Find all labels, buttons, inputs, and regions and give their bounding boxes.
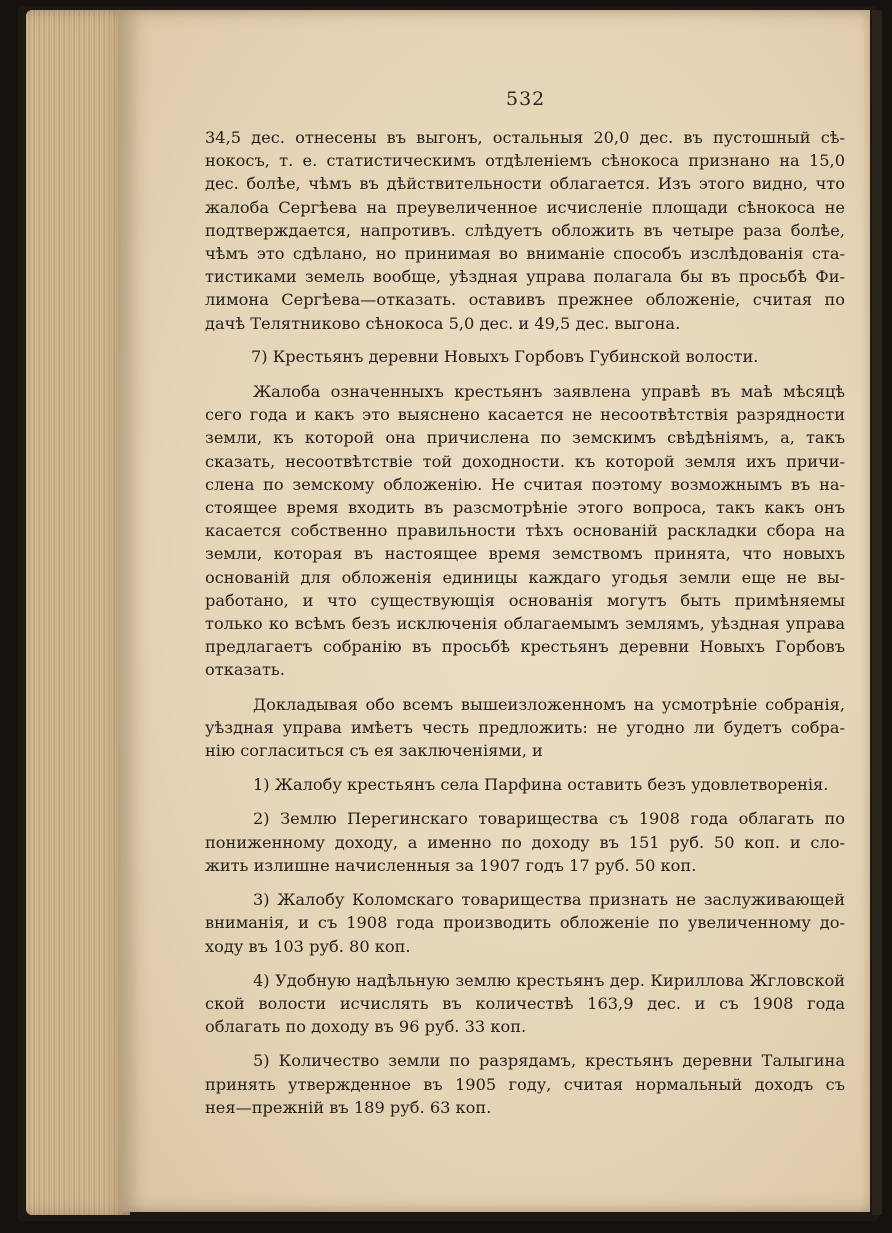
text-line: 2) Землю Перегинскаго товарищества съ 1908 года облагать по	[253, 809, 845, 829]
text-line: пониженному доходу, а именно по доходу въ 151 руб. 50 коп. и сло-	[205, 832, 845, 852]
paragraph-gap	[205, 796, 845, 807]
text-line: нію согласиться съ ея заключеніями, и	[205, 741, 543, 761]
text-line: ской волости исчислять въ количествѣ 163,9 дес. и съ 1908 года	[205, 993, 845, 1013]
paragraph-gap	[205, 762, 845, 773]
text-line: вниманія, и съ 1908 года производить обложеніе по увеличенному до-	[205, 913, 845, 933]
text-line: лимона Сергѣева—отказать. оставивъ прежнее обложеніе, считая по	[205, 290, 845, 310]
text-line: Докладывая обо всемъ вышеизложенномъ на усмотрѣніе собранія,	[253, 694, 845, 714]
text-line: Жалоба означенныхъ крестьянъ заявлена управѣ въ маѣ мѣсяцѣ	[253, 382, 845, 402]
text-line: земли, которая въ настоящее время земствомъ принята, что новыхъ	[205, 544, 845, 564]
text-line: слена по земскому обложенію. Не считая поэтому возможнымъ въ на-	[205, 474, 845, 494]
resolution-item-2	[205, 807, 845, 877]
paragraph-3	[205, 693, 845, 763]
paragraph-gap	[205, 1038, 845, 1049]
page-text	[205, 126, 845, 1119]
paragraph-gap	[205, 682, 845, 693]
text-line: тистиками земель вообще, уѣздная управа полагала бы въ просьбѣ Фи-	[205, 267, 845, 287]
text-line: предлагаетъ собранію въ просьбѣ крестьянъ деревни Новыхъ Горбовъ	[205, 637, 845, 657]
text-line: дес. болѣе, чѣмъ въ дѣйствительности облагается. Изъ этого видно, что	[205, 174, 845, 194]
resolution-item-5	[205, 1049, 845, 1119]
paragraph-1	[205, 126, 845, 335]
page-number: 532	[506, 88, 546, 110]
section-heading-7: 7) Крестьянъ деревни Новыхъ Горбовъ Губинской волости.	[251, 346, 759, 366]
text-line: 34,5 дес. отнесены въ выгонъ, остальныя 20,0 дес. въ пустошный сѣ-	[205, 128, 845, 147]
resolution-item-1	[205, 773, 845, 796]
book-spine-edge	[872, 10, 882, 1215]
text-line: 3) Жалобу Коломскаго товарищества признать не заслуживающей	[253, 890, 845, 910]
text-line: касается собственно правильности тѣхъ основаній раскладки сбора на	[205, 521, 845, 541]
text-line: 1) Жалобу крестьянъ села Парфина оставить безъ удовлетворенія.	[253, 775, 829, 795]
text-line: нея—прежній въ 189 руб. 63 коп.	[205, 1097, 492, 1117]
text-line: сего года и какъ это выяснено касается не несоотвѣтствія разрядности	[205, 405, 845, 425]
text-line: земли, къ которой она причислена по земскимъ свѣдѣніямъ, а, такъ	[205, 428, 845, 448]
text-line: жить излишне начисленныя за 1907 годъ 17 руб. 50 коп.	[205, 855, 697, 875]
paragraph-gap	[205, 877, 845, 888]
text-line: сказать, несоотвѣтствіе той доходности. къ которой земля ихъ причи-	[205, 451, 845, 471]
resolution-item-4	[205, 969, 845, 1039]
paragraph-2	[205, 380, 845, 682]
text-line: чѣмъ это сдѣлано, но принимая во вниманіе способъ изслѣдованія ста-	[205, 244, 845, 264]
text-line: только ко всѣмъ безъ исключенія облагаемымъ землямъ, уѣздная управа	[205, 614, 845, 634]
text-line: 5) Количество земли по разрядамъ, крестьянъ деревни Талыгина	[253, 1051, 845, 1071]
paragraph-gap	[205, 958, 845, 969]
text-line: уѣздная управа имѣетъ честь предложить: не угодно ли будетъ собра-	[205, 717, 845, 737]
text-line: дачѣ Телятниково сѣнокоса 5,0 дес. и 49,5 дес. выгона.	[205, 313, 681, 333]
text-line: нокосъ, т. е. статистическимъ отдѣленіемъ сѣнокоса признано на 15,0	[205, 151, 845, 171]
text-line: работано, и что существующія основанія могутъ быть примѣняемы	[205, 590, 845, 610]
text-line: жалоба Сергѣева на преувеличенное исчисленіе площади сѣнокоса не	[205, 197, 845, 217]
text-line: основаній для обложенія единицы каждаго угодья земли еще не вы-	[205, 567, 845, 587]
page-edges	[26, 10, 130, 1215]
text-line: принять утвержденное въ 1905 году, считая нормальный доходъ съ	[205, 1074, 845, 1094]
text-line: отказать.	[205, 660, 285, 680]
resolution-item-3	[205, 888, 845, 958]
text-line: 4) Удобную надѣльную землю крестьянъ дер. Кириллова Жгловской	[253, 970, 845, 990]
text-line: ходу въ 103 руб. 80 коп.	[205, 936, 411, 956]
text-line: стоящее время входить въ разсмотрѣніе этого вопроса, такъ какъ онъ	[205, 498, 845, 518]
text-line: облагать по доходу въ 96 руб. 33 коп.	[205, 1017, 527, 1037]
text-line: подтверждается, напротивъ. слѣдуетъ обложить въ четыре раза болѣе,	[205, 220, 845, 240]
